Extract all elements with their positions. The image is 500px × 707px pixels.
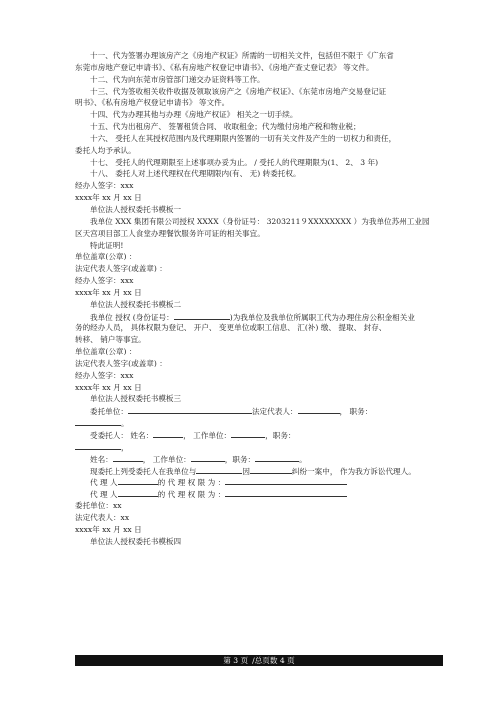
text-span: 代 理 人 — [90, 490, 118, 500]
date-line: xxxx年 xx 月 xx 日 — [75, 524, 142, 534]
text-span: 法定代表人： — [251, 407, 298, 417]
blank-field[interactable] — [113, 453, 143, 462]
text-line — [75, 311, 443, 323]
text-line: 委托单位：xx — [75, 501, 122, 511]
blank-field[interactable] — [255, 453, 299, 462]
text-span: 纠纷一案中， 作为我方诉讼代理人。 — [291, 466, 416, 476]
date-line: xxxx年 xx 月 xx 日 — [75, 382, 142, 392]
text-line: 委托人均予承认。 — [75, 145, 136, 155]
text-line: 十七、 受托人的代理期限至上述事项办妥为止。 / 受托人的代理期限为(1、 2、 3 年) — [90, 157, 379, 167]
text-line: 十四、代为办理其他与办理《房地产权证》 相关之一切手续。 — [90, 110, 298, 120]
document-body — [75, 50, 443, 547]
text-span: 现委托上列受委托人在我单位与 — [90, 466, 197, 476]
text-line: 法定代表人：xx — [75, 512, 130, 522]
section-title: 单位法人授权委托书模板一 — [90, 204, 182, 214]
text-span: 姓名： — [90, 454, 113, 464]
text-line: 十一、代为签署办理该房产之《房地产权证》所需的一切相关文件，包括但不限于《广东省 — [90, 51, 394, 60]
section-title: 单位法人授权委托书模板四 — [90, 536, 182, 546]
text-line — [75, 453, 443, 465]
text-line: 十八、 委托人对上述代理权在代理期限内(有、 无) 转委托权。 — [90, 169, 301, 179]
signature-line: 经办人签字：xxx — [75, 276, 134, 286]
blank-field[interactable] — [174, 311, 230, 320]
blank-field[interactable] — [298, 405, 340, 414]
blank-field[interactable] — [75, 441, 121, 450]
text-line — [75, 488, 443, 500]
text-span: 我单位 授权 (身份证号： — [90, 312, 174, 322]
text-span: ，职务： — [224, 454, 256, 464]
signature-line: 经办人签字：xxx — [75, 181, 134, 191]
blank-field[interactable] — [231, 429, 265, 438]
text-line: 转移、 销户等事宜。 — [75, 335, 146, 345]
text-line — [75, 476, 443, 488]
text-span: 的 代 理 权 限 为 ： — [157, 478, 226, 488]
text-span: ， 工作单位： — [142, 454, 191, 464]
section-title: 单位法人授权委托书模板三 — [90, 394, 182, 404]
text-span: ，职务： — [265, 431, 296, 440]
blank-field[interactable] — [191, 453, 225, 462]
text-line — [75, 417, 443, 429]
signature-line: 经办人签字：xxx — [75, 370, 134, 380]
blank-field[interactable] — [75, 417, 121, 426]
text-span: )为我单位及我单位所属职工代为办理住房公积金相关业 — [229, 312, 415, 322]
text-span: 因 — [242, 466, 250, 476]
date-line: xxxx年 xx 月 xx 日 — [75, 287, 142, 297]
signature-line: 法定代表人签字(或盖章) ： — [75, 358, 167, 368]
text-line: 区天宫项目部工人食堂办理餐饮服务许可证的相关事宜。 — [75, 228, 265, 238]
blank-field[interactable] — [153, 429, 183, 438]
text-line: 东莞市房地产登记申请书》、《私有房地产权登记申请书》、《房地产查丈登记表》 等文件。 — [75, 62, 374, 72]
text-line: 我单位 XXX 集团有限公司授权 XXXX（身份证号： 3203211９XXXXXXXX ）为我单位苏州工业园 — [90, 216, 430, 226]
page-total: /总页数 4 页 — [252, 656, 295, 665]
blank-field[interactable] — [118, 476, 158, 485]
date-line: xxxx年 xx 月 xx 日 — [75, 193, 142, 203]
blank-field[interactable] — [118, 488, 158, 497]
text-line — [75, 441, 443, 453]
text-span: 代 理 人 — [90, 478, 118, 488]
text-line — [75, 405, 443, 417]
text-line: 十六、 受托人在其授权范围内及代理期限内签署的一切有关文件及产生的一切权力和责任， — [90, 133, 397, 143]
text-span: 受委托人： 姓名： — [90, 431, 154, 440]
blank-field[interactable] — [250, 465, 292, 474]
text-line: 十五、代为出租房产、 签署租赁合同、 收取租金；代为缴付房地产税和物业税； — [90, 122, 361, 132]
seal-line: 单位盖章(公章) ： — [75, 347, 137, 357]
seal-line: 单位盖章(公章) ： — [75, 252, 137, 262]
text-line: 特此证明! — [90, 240, 124, 250]
text-line — [75, 429, 443, 441]
signature-line: 法定代表人签字(或盖章) ： — [75, 264, 167, 274]
blank-field[interactable] — [225, 488, 347, 497]
text-line: 务的经办人员， 具体权限为登记、 开户、 变更单位或职工信息、 汇(补) 缴、 提取、 封存、 — [75, 323, 387, 333]
text-line — [75, 465, 443, 477]
text-span: 。 — [121, 419, 129, 429]
page-number: 第 3 页 — [223, 656, 249, 665]
text-span: 。 — [299, 454, 307, 464]
blank-field[interactable] — [128, 405, 252, 414]
blank-field[interactable] — [196, 465, 242, 474]
page-footer — [75, 655, 443, 666]
text-span: 委托单位： — [90, 407, 128, 417]
text-line: 十二、代为向东莞市房管部门递交办证资料等工作。 — [90, 74, 265, 84]
section-title: 单位法人授权委托书模板二 — [90, 299, 182, 309]
text-span: ， 工作单位： — [183, 431, 232, 440]
text-line: 明书》、《私有房地产权登记申请书》 等文件。 — [75, 98, 230, 108]
text-span: ， 职务： — [339, 407, 373, 417]
text-span: 的 代 理 权 限 为 ： — [157, 490, 226, 500]
blank-field[interactable] — [225, 476, 347, 485]
text-span: ， — [121, 442, 129, 452]
text-line: 十三、代为签收相关收件收据及领取该房产之《房地产权证》、《东莞市房地产交易登记证 — [90, 86, 387, 96]
